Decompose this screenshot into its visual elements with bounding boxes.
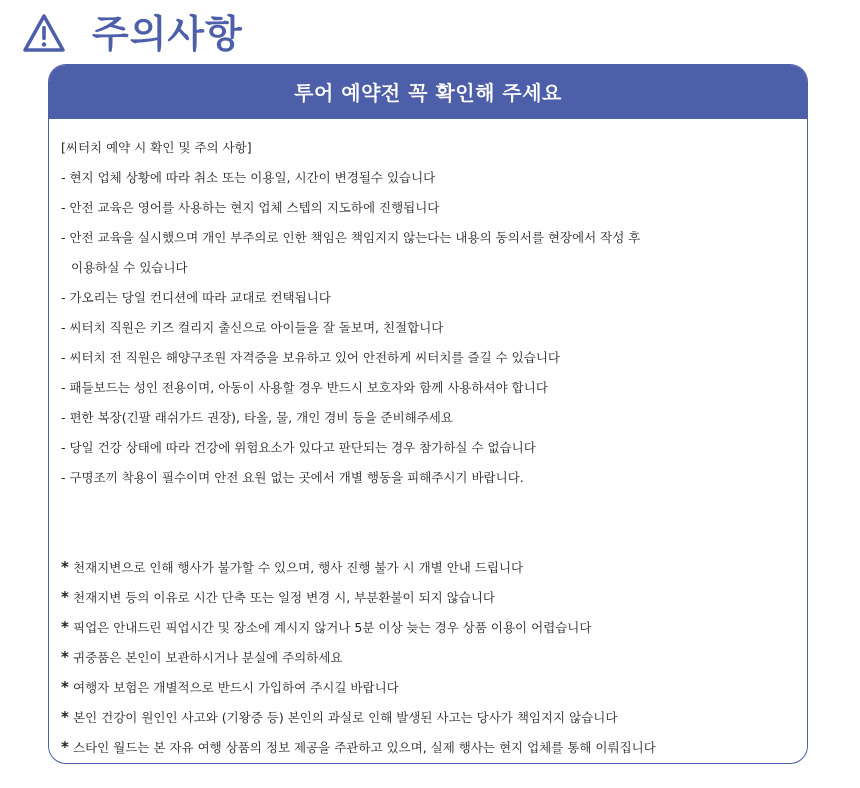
- note-text: 여행자 보험은 개별적으로 반드시 가입하여 주시길 바랍니다: [73, 680, 399, 695]
- list-item: - 안전 교육은 영어를 사용하는 현지 업체 스텝의 지도하에 진행됩니다: [61, 200, 440, 215]
- note-item: [61, 613, 807, 643]
- note-item: [61, 733, 807, 763]
- section-title: [씨터치 예약 시 확인 및 주의 사항]: [61, 140, 252, 155]
- section-spacer: [61, 493, 807, 553]
- list-item: - 가오리는 당일 컨디션에 따라 교대로 컨택됩니다: [61, 290, 331, 305]
- note-text: 본인 건강이 원인인 사고와 (기왕증 등) 본인의 과실로 인해 발생된 사고는 당사가 책임지지 않습니다: [73, 710, 618, 725]
- note-marker: *: [61, 558, 69, 576]
- warning-triangle-icon: [22, 12, 66, 56]
- list-item: - 구명조끼 착용이 필수이며 안전 요원 없는 곳에서 개별 행동을 피해주시기 바랍니다.: [61, 470, 524, 485]
- note-item: [61, 673, 807, 703]
- notice-card: [48, 64, 808, 764]
- note-marker: *: [61, 678, 69, 696]
- list-item: - 당일 건강 상태에 따라 건강에 위험요소가 있다고 판단되는 경우 참가하실 수 없습니다: [61, 440, 536, 455]
- list-item: - 패들보드는 성인 전용이며, 아동이 사용할 경우 반드시 보호자와 함께 사용하셔야 합니다: [61, 380, 548, 395]
- note-marker: *: [61, 588, 69, 606]
- list-item-continuation: 이용하실 수 있습니다: [71, 260, 188, 275]
- list-item: - 안전 교육을 실시했으며 개인 부주의로 인한 책임은 책임지지 않는다는 내용의 동의서를 현장에서 작성 후: [61, 230, 641, 245]
- note-marker: *: [61, 708, 69, 726]
- note-item: [61, 583, 807, 613]
- list-item: - 현지 업체 상황에 따라 취소 또는 이용일, 시간이 변경될수 있습니다: [61, 170, 436, 185]
- note-text: 천재지변으로 인해 행사가 불가할 수 있으며, 행사 진행 불가 시 개별 안내 드립니다: [73, 560, 524, 575]
- note-marker: *: [61, 618, 69, 636]
- note-text: 픽업은 안내드린 픽업시간 및 장소에 계시지 않거나 5분 이상 늦는 경우 상품 이용이 어렵습니다: [73, 620, 592, 635]
- note-text: 스타인 월드는 본 자유 여행 상품의 정보 제공을 주관하고 있으며, 실제 행사는 현지 업체를 통해 이뤄집니다: [73, 740, 656, 755]
- notice-content: [49, 119, 807, 763]
- page-title: 주의사항: [92, 12, 243, 56]
- note-text: 천재지변 등의 이유로 시간 단축 또는 일정 변경 시, 부분환불이 되지 않습니다: [73, 590, 496, 605]
- note-marker: *: [61, 648, 69, 666]
- note-item: [61, 643, 807, 673]
- page-header: [22, 8, 243, 60]
- notice-banner: 투어 예약전 꼭 확인해 주세요: [49, 65, 807, 119]
- list-item: - 씨터치 직원은 키즈 컬리지 출신으로 아이들을 잘 돌보며, 친절합니다: [61, 320, 444, 335]
- list-item: - 씨터치 전 직원은 해양구조원 자격증을 보유하고 있어 안전하게 씨터치를 즐길 수 있습니다: [61, 350, 560, 365]
- note-marker: *: [61, 738, 69, 756]
- note-text: 귀중품은 본인이 보관하시거나 분실에 주의하세요: [73, 650, 343, 665]
- note-item: [61, 553, 807, 583]
- note-item: [61, 703, 807, 733]
- list-item: - 편한 복장(긴팔 래쉬가드 권장), 타올, 물, 개인 경비 등을 준비해주세요: [61, 410, 453, 425]
